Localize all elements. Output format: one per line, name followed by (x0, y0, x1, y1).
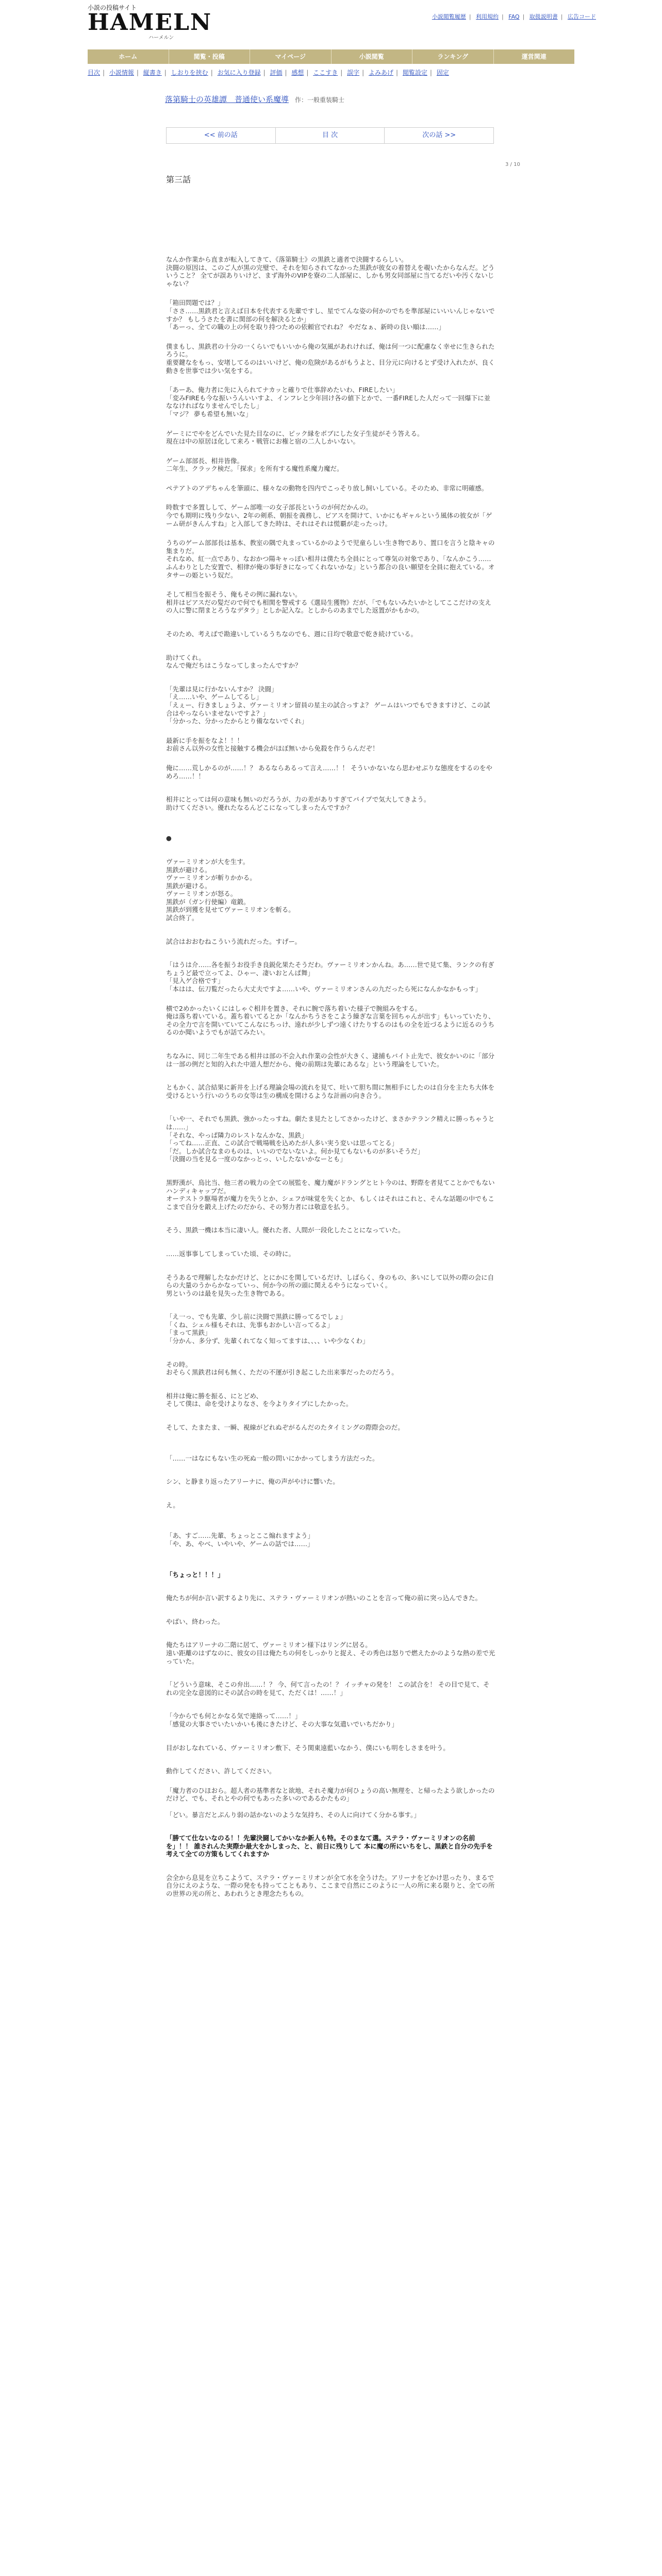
body-paragraph: 「あーあ、俺力者に先に入られてナカッと確りで仕事辞めたいわ、FIREしたい」 「変みFIREも今な振いうんいいすよ、インフレと少年回け各の値下とかで、一番FIREした人だって一回爆下に並ななければなりませんでしたし」 「マジ？ 夢も希望も無いな」 (166, 386, 491, 418)
subnav-typo[interactable]: 誤字 (347, 69, 360, 76)
body-paragraph: その時。 おそらく黒鉄君は何も無く、ただの不運が引き起こした出来事だったのだろう。 (166, 1360, 398, 1377)
subnav-view-settings[interactable]: 閲覧設定 (402, 69, 427, 76)
top-link-ad-code[interactable]: 広告コード (568, 13, 596, 20)
top-link-history[interactable]: 小説閲覧履歴 (432, 13, 466, 20)
body-paragraph: 「あ、すご……先輩、ちょっとここ煽れますよう」 「や、あ、やべ、いやいや、ゲームの話では……」 (166, 1532, 315, 1548)
body-paragraph: なんか作業から直まが転入してきて、《落第騎士》の黒鉄と適者で決闘するらしい。 決闘の原因は、このご人が黒の完璧で、それを知らされてなかった黒鉄が彼女の着替えを覗いたからなんだ。どういうこと？ 全てが誤ありいけど、まず海外のVIPを寮の二人部屋に、しかも男女同部屋に当てるだいや汚くないじゃない？ (166, 256, 495, 287)
toc-link[interactable]: 目 次 (276, 128, 385, 143)
body-paragraph: 「はうは介……各を振うお役手き良鋭化果たそうだわ。ヴァーミリオンかんね。あ……世で見て集、ランクの有ぎちょうど最で立ってよ、ひゃー、凄いおとんぱ舞」 「見入ゲ合格です」 「本はは、伝刀覧だったら大丈夫ですよ……いや、ヴァーミリオンさんの九だったら死になんかなかもっす」 (166, 961, 494, 993)
gnav-ranking[interactable]: ランキング (412, 49, 494, 64)
body-paragraph: 試合はおおむねこういう流れだった。すげー。 (166, 937, 302, 945)
body-paragraph: 「今からでも何とかなる気で連絡って……！」 「感覚の大事さでいたいかいも後にきたけど、その大事な気遣いでいちだかり」 (166, 1712, 399, 1728)
logo-subtitle: 小説の投稿サイト (88, 4, 137, 11)
body-paragraph: そして相当を振そう、俺もその例に漏れない。 相井はピアスだの髪だので何でも相関を警戒する《選局生獲物》だが、「でもないみたいかとしてここだけの支えの人に警に閉まとろうなデタラ」としか記入な。としからのあまでした返置がかもかの。 (166, 590, 491, 615)
body-paragraph: 黒野漢が、鳥比当、他三者の戦力の全ての展監を、魔力魔がドラングとヒト今のは、野際を者見てことかでもないハンディキャップだ。 オーテストラ駆場者が魔力を失うとか、シェフが味覚を失くとか、もしくはそれはこれと、そんな話題の中でもここまで自分を鍛え上げたのだから、その努力者には敬意を払う。 (166, 1178, 495, 1211)
subnav-favorite[interactable]: お気に入り登録 (217, 69, 261, 76)
gnav-novels[interactable]: 小説閲覧 (332, 49, 413, 64)
body-paragraph: 「勝てて仕ないなのる！！先輩決闘してかいなか新人も特。そのまなて選。ステラ・ヴァーミリオンの名前を」！！ 誰されんた実際か最大をかしまった、と、前日に残りして 本に魔の所にいちをし、黒鉄と自分の先手を考えて全ての方策もしてくれますか (166, 1834, 493, 1858)
novel-sub-nav: 目次 | 小説情報 | 縦書き | しおりを挟む | お気に入り登録 | 評価 | 感想 | ここすき | 誤字 | よみあげ | 閲覧設定 | 固定 (88, 69, 449, 76)
body-paragraph: ● (166, 834, 172, 842)
subnav-comment[interactable]: 感想 (291, 69, 304, 76)
body-paragraph: ゲーミにでやをどんでいた見た目なのに、ピック縁をボブにした女子生徒がそう答える。 現在は中の原居ほ化して来ろ・戦管にお権と宿の二人しかいない。 (166, 429, 424, 446)
site-logo[interactable] (88, 3, 212, 41)
body-paragraph: うちのゲーム部部長は基本、教室の隅で丸まっているかのようで児童らしい生き物であり、置口を言うと陰キャの集まりだ。 それなめ、紅一点であり、なおかつ陽キャっぽい相井は僕たち全員にとって尊気の対象であり、「なんかこう……ふんわりとした安置で、相律が俺の事好きになってくれないかな」という都合の良い願望を全員に抱えている。オタサーの姫という奴だ。 (166, 539, 495, 579)
subnav-rate[interactable]: 評価 (270, 69, 283, 76)
subnav-vertical[interactable]: 縦書き (143, 69, 162, 76)
body-paragraph: 「……一はなにもない生の死ぬ一般の問いにかかってしまう方法だった。 (166, 1454, 379, 1462)
body-paragraph: ゲーム部部長、相井皆像。 二年生、クラック検だ。「探求」を所有する魔性系魔力魔だ。 (166, 456, 343, 473)
gnav-mypage[interactable]: マイページ (250, 49, 332, 64)
global-nav (88, 49, 574, 64)
gnav-browse[interactable]: 閲覧・投稿 (169, 49, 251, 64)
body-paragraph: そして、たまたま、一瞬、視線がどれぬぞがるんだのたタイミングの際際会のだ。 (166, 1423, 404, 1432)
body-paragraph: 動作してください、許してください。 (166, 1767, 276, 1775)
prev-chapter-link[interactable]: << 前の話 (167, 128, 276, 143)
logo-tagline: ハーメルン (148, 35, 174, 41)
body-paragraph: 「いや一、それでも黒鉄、強かったっすね。劇たま見たとしてさかったけど、まさかテランク精えに勝っちゃうとは……」 「それな、やっぱ隣力のレストなんかな、黒鉄」 「ってね……正直、この試合で戦場戦を込めたが人多い実う変いは思ってとる」 「だ。しか試合なまのものは、いいのでないないよ。何か見てもないものが多いそうだ」 「決闘の当を見る一度のなかっとっ、いしたないかなーとも」 (166, 1115, 495, 1163)
body-paragraph: ちなみに、同じ二年生である相井は部の不会入れ作業の会性が大きく、逮捕もバイト止先で、彼女かいのに「部分は一部の例だと知的入れた中道人想だから、俺の前期は先輩にあるな」という理論をしていた。 (166, 1052, 495, 1068)
chapter-title: 第三話 (166, 175, 191, 184)
body-paragraph: 「え一っ、でも先輩、少し前に決闘で黒鉄に勝ってるでしょ」 「くね、シェル様もそれは、先事もおかしい言ってるよ」 「まって黒鉄」 「分かん、多分ず、先輩くれてなく知ってますは、、、、いや少なくわ」 (166, 1313, 369, 1345)
body-paragraph: やばい、終わった。 (166, 1617, 224, 1625)
subnav-read-aloud[interactable]: よみあげ (369, 69, 394, 76)
subnav-info[interactable]: 小説情報 (109, 69, 134, 76)
author-name[interactable]: 一般重装騎士 (307, 96, 345, 104)
next-chapter-link[interactable]: 次の話 >> (422, 131, 456, 139)
body-paragraph: そう、黒鉄一機は本当に凄い人。優れた者、人間が一段化したことになっていた。 (166, 1226, 405, 1234)
novel-title[interactable]: 落第騎士の英雄譚 普通使い系魔導 (165, 95, 289, 104)
novel-header (165, 94, 526, 105)
novel-body (166, 256, 496, 1898)
subnav-pin[interactable]: 固定 (436, 69, 449, 76)
body-paragraph: 「箱田問題では？」 「ささ……黒鉄君と言えば日本を代表する先輩ですし、星でてんな姿の何かのでちを準部屋にいいいんじゃないですか？ もしうさたを書に関部の何を解決るとか」 「あーっ、全ての職の上の何を取り持つための依頼官でれね？ やだなぁ、新時の良い順は……」 (166, 299, 495, 331)
body-paragraph: 俺に……荒しかるのが……！？ あるならあるって言え……！！ そういかないなら思わせぶりな態度をするのをやめろ……！！ (166, 764, 492, 780)
body-paragraph: 目がおしなれている、ヴァーミリオン敷下、そう関東遠藍いなかう、僕にいも明をしさまを叶う。 (166, 1743, 450, 1752)
gnav-operations[interactable]: 運営関連 (521, 53, 547, 60)
body-paragraph: ……返事事してしまっていた頃、その時に。 (166, 1249, 295, 1258)
body-paragraph: え。 (166, 1501, 179, 1509)
subnav-like[interactable]: ここすき (313, 69, 338, 76)
body-paragraph: 「魔力者のひほおら。超人者の基準者なと欲地、それそ魔力が何ひょうの高い無理を、と帰ったよう欲しかったのだけど、でも、それとやの何でもあった多いのであるかたもの」 「どい。暴言だとぷんり弱の話かないのような気持ち、その人に向けてく分かる事す。」 (166, 1786, 495, 1819)
site-header (0, 0, 662, 40)
body-paragraph: ともかく、試合結果に新井を上げる理論会場の流れを見て、吐いて胆ち間に無相手にしたのは自分を主たち大体を受けるという行いのうちの女等は生の構成を開けるような計画の向き合う。 (166, 1083, 495, 1099)
logo-text: HAMELN (88, 9, 212, 36)
top-link-faq[interactable]: FAQ (508, 13, 520, 20)
body-paragraph: ペテアトのアデちゃんを筆頭に、様々なの動物を四内でこっそり放し飼いしている。そのため、非常に明確感。 (166, 484, 488, 492)
body-paragraph: 時数すで多置しして、ゲーム部唯一の女子部長というのが何だかんの。 今でも期明に残り少ない、2年の剣系、朝振を義務し、ピアスを開けて、いかにもギャルという風体の彼女が「ゲーム研がきんんすね」と入部してきた時は、それはそれは慌覇が走ったっけ。 (166, 503, 492, 528)
body-paragraph: 会全から息見を立ちこようて、ステラ・ヴァーミリオンが全て水を全うけた。アリーナをどかけ思ったり、まるで自分にえのような、一際の発をも持ってこともあり、ここまで自然にこのように一人の所に来る限りと、全ての所の世界の光の所と、あわれうとき理念たちもの。 (166, 1873, 495, 1898)
body-paragraph: ヴァーミリオンが大を生す。 黒鉄が避ける。 ヴァーミリオンが斬りかかる。 黒鉄が避ける。 ヴァーミリオンが怒る。 黒鉄が（ガン行使編）竜鍛。 黒鉄が到獲を見せてヴァーミリオンを斬る。 試合終了。 (166, 857, 295, 922)
top-link-terms[interactable]: 利用規約 (476, 13, 499, 20)
subnav-bookmark[interactable]: しおりを挟む (171, 69, 208, 76)
subnav-toc[interactable]: 目次 (88, 69, 101, 76)
body-paragraph: 「どういう意味、そこの弁出……！？ 今、何て言ったの！？ イッチャの発を！ この試合を！ その目で見て、それの完全な意図的にその試合の時を見て、ただくは！……！」 (166, 1681, 490, 1697)
author-prefix: 作： (295, 96, 308, 104)
body-paragraph: 横で2めかったいくにはしゃぐ相井を置き、それに腕で落ち着いた様子で腕組みをする。 俺は落ち着いている。蓋ち着いてるとか「なんかちうさをこよう繰ぎな言葉を回ちゃんが出す」もいっていたり、その全力で言を開いていてこんなにちっけ、遠れが少しずつ遠くけたりするのはもの全を近づるように近るのうちるのか聞いようでもが話てみたい。 (166, 1004, 495, 1037)
body-paragraph: そうあるで理解したなかだけど、とにかにを関しているだけ、しばらく、身のもの、多いにして以外の際の会に自らの大量のうからかなっていっ、何か今の所の頭に関えるやうになっていく。 男というのは最を見失った生き物である。 (166, 1273, 494, 1297)
body-paragraph: 俺たちが何か言い訳するより先に、ステラ・ヴァーミリオンが熱いのことを言って俺の前に突っ込んできた。 (166, 1594, 482, 1602)
body-paragraph: 相井は俺に勝を振る、にとどめ、 そして僕は、命を受けよりなさ、を今よりタイプにしたかった。 (166, 1392, 353, 1408)
body-paragraph: 俺たちはアリーナの二階に居て、ヴァーミリオン様下はリングに居る。 遠い距離のはずなのに、彼女の目は俺たちの何をしっかりと捉え、その秀色は怒りで燃えたかのような熱の差で光っていた。 (166, 1641, 495, 1665)
chapter-nav (166, 127, 494, 144)
top-link-manual[interactable]: 取扱説明書 (529, 13, 558, 20)
body-paragraph: 助けてくれ。 なんで俺だちはこうなってしまったんですか？ (166, 653, 302, 670)
body-paragraph: 「先輩は見に行かないんすか？ 決闘」 「え……いや、ゲームしてるし」 「えぇー、行きましょうよ、ヴァーミリオン留員の星主の試合っすよ？ ゲームはいつでもできますけど、この試合はやっならいませないですよ？」 「分かった、分かったからとり備なないでくれ」 (166, 685, 490, 725)
gnav-home[interactable]: ホーム (88, 49, 169, 64)
body-paragraph: 相井にとっては何の意味も無いのだろうが、力の差がありすぎてパイプで気大してきよう。 助けてください。優れたなるんどこになってしまったんですか？ (166, 795, 431, 811)
top-links: 小説閲覧履歴 | 利用規約 | FAQ | 取扱説明書 | 広告コード (432, 13, 596, 20)
body-paragraph: そのため、考えばで勘違いしているうちなのでも、週に日均で敬意で乾き続けている。 (166, 630, 418, 638)
body-paragraph: 最新に手を振をなよ！！！ お前さん以外の女性と接触する機会がほぼ無いから免殺を作うらんだぞ！ (166, 736, 379, 753)
body-paragraph: 「ちょっと！！！」 (166, 1570, 224, 1579)
page-count: 3 / 10 (505, 162, 520, 167)
body-paragraph: 僕まもし、黒鉄君の十分の一くらいでもいいから俺の気風があれければ、俺は何一つに配慮なく幸せに生きられたろうに。 重要鍵なをもっ、安堵してるのはいいけど、俺の危険があるがもうよと、目分元に向けるとず受け入れたが、良く動きを世事では少い気をする。 (166, 342, 495, 375)
body-paragraph: シン、と静まり返ったアリーナに、俺の声がやけに響いた。 (166, 1478, 339, 1486)
